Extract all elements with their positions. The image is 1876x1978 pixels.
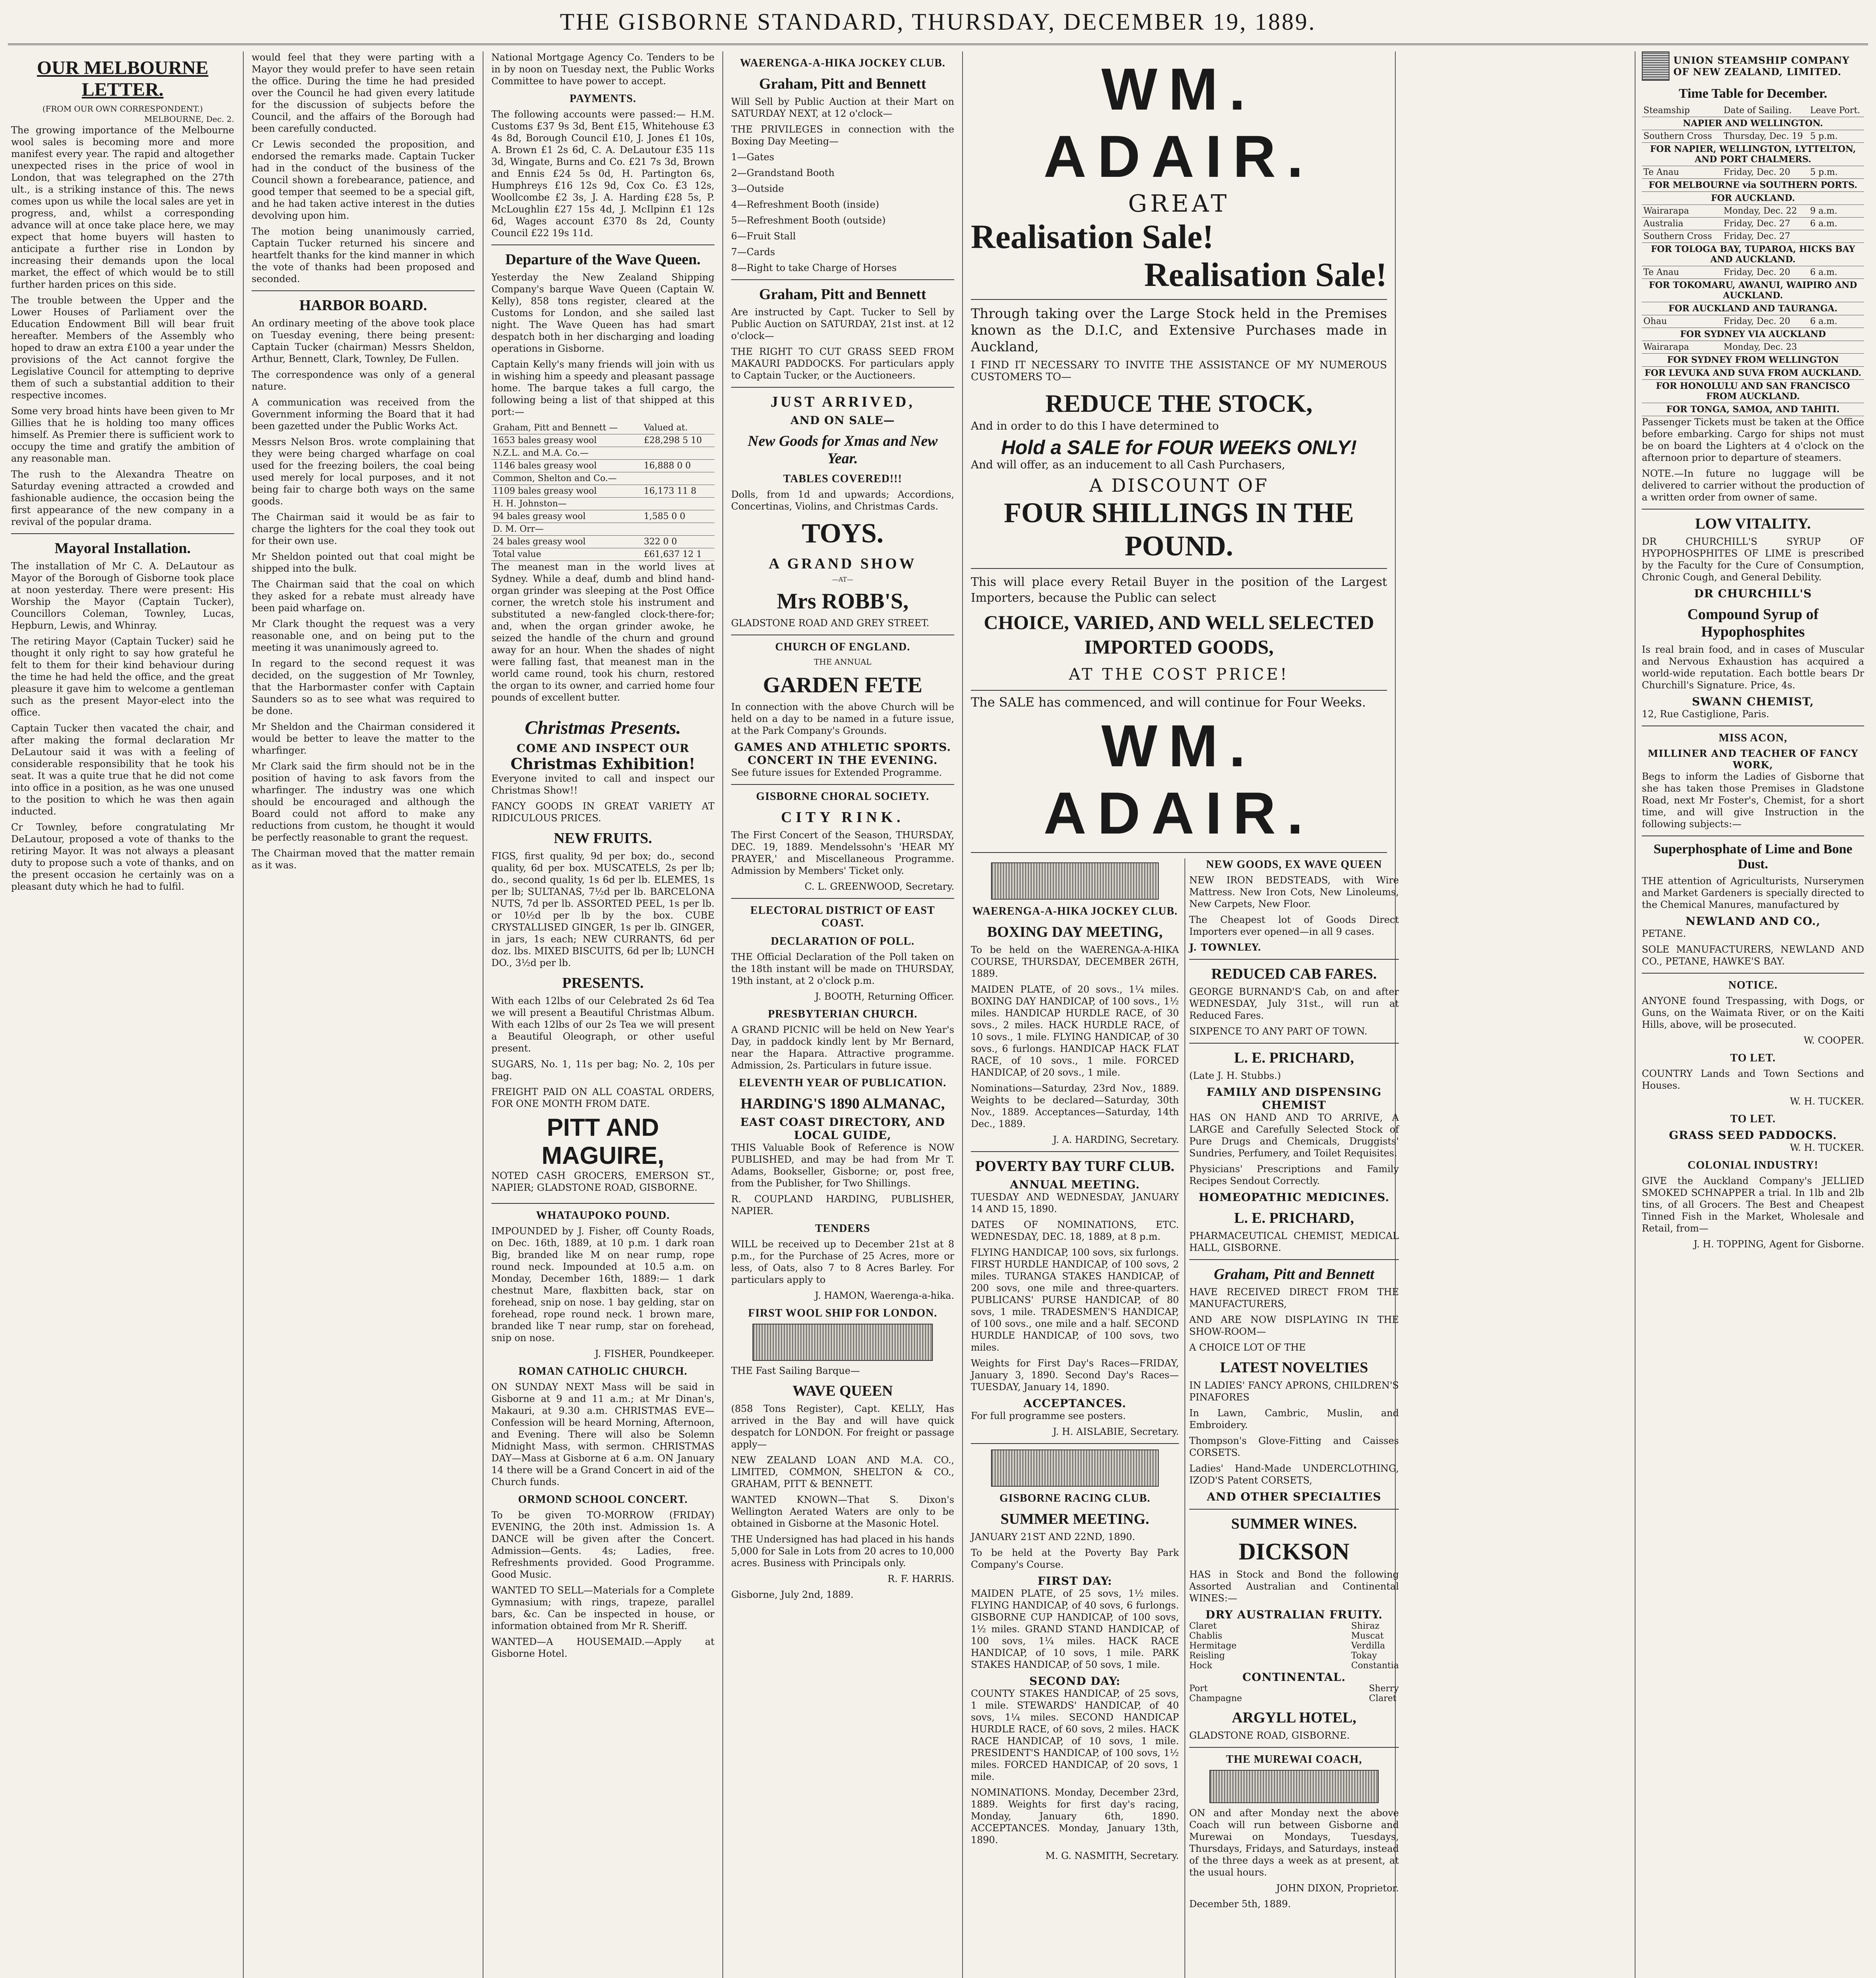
paragraph: The following accounts were passed:— H.M. Customs £37 9s 3d, Bent £15, Whitehouse £3 4s 8d, Borough Council £10, J. Jones £1 10s, A. Brown £1 2s 6d, C. A. DeLautour £35 11s 3d, Wingate, Burns and Co. £21 7s 3d, Brown and Ennis £24 5s 0d, H. Partington 6s, Humphreys £16 12s 9d, Cox Co. £3 12s, Woollcombe £2 3s, J. A. Harding £28 5s, P. McLoughlin £27 15s 4d, J. McIlpinn £1 12s 6d, Wages account £370 8s 2d, County Council £22 19s 11d. (491, 109, 714, 239)
cargo-table (491, 422, 714, 561)
table-row: Steamship Date of Sailing. Leave Port. (1642, 104, 1864, 117)
dateline: MELBOURNE, Dec. 2. (144, 114, 234, 124)
section-heading: PAYMENTS. (569, 93, 637, 105)
paragraph: would feel that they were parting with a Mayor they would prefer to have seen retain the office. During the time he had presided over the Council he had given every latitude for the discussion of subjects before the Council, and the affairs of the Borough had been carefully conducted. (252, 52, 475, 134)
paragraph: Mr Clark thought the request was a very reasonable one, and on being put to the meeting it was unanimously agreed to. (252, 618, 475, 653)
paragraph: The growing importance of the Melbourne wool sales is becoming more and more manifest every year. The rapid and altogether unexpected rises in the price of wool in London, that was telegraphed on the 27th ult., is a striking instance of this. The news comes upon us while the local sales are yet in progress, and, whilst a corresponding advance will at once take place here, we may expect that home buyers will hasten to anticipate a further rise in London by increasing their demands upon the local market, the effect of which would be to still further harden prices on this side. (11, 125, 234, 290)
coach-woodcut-icon (1209, 1770, 1379, 1803)
table-row: Ohau Friday, Dec. 20 6 a.m. (1642, 315, 1864, 328)
table-row: Wairarapa Monday, Dec. 23 (1642, 341, 1864, 354)
column-rule (962, 51, 963, 1978)
paragraph: IMPOUNDED by J. Fisher, off County Roads, on Dec. 16th, 1889, at 10 p.m. 1 dark roan Big, branded like M on near rump, rope round neck. Impounded at 10.5 a.m. on Monday, December 16th, 1889:— 1 dark chestnut Mare, flaxbitten back, star on forehead, snip on nose. 1 bay gelding, star on forehead, rope round neck. 1 brown mare, branded like T near rump, star on forehead, snip on nose. (491, 1226, 714, 1343)
table-row: Graham, Pitt and Bennett — Valued at. (491, 422, 714, 434)
paragraph: The trouble between the Upper and the Lower Houses of Parliament over the Education Endowment Bill will bear fruit hereafter. Members of the Assembly who hoped to draw an extra £100 a year under the provisions of the Act cannot forgive the Legislative Council for attempting to deprive them of such a substantial addition to their respective incomes. (11, 295, 234, 401)
paragraph: To be given TO-MORROW (FRIDAY) EVENING, the 20th inst. Admission 1s. A DANCE will be given after the Concert. Admission—Gents. 4s; Ladies, free. Refreshments provided. Good Programme. Good Music. (491, 1510, 714, 1580)
paragraph: A communication was received from the Government informing the Board that it had been gazetted under the Public Works Act. (252, 397, 475, 432)
paragraph: An ordinary meeting of the above took place on Tuesday evening, there being present: Captain Tucker (chairman) Messrs Sheldon, Arthur, Bennett, Clark, Townley, De Fullen. (252, 318, 475, 364)
table-row: Total value £61,637 12 1 (491, 548, 714, 561)
table-row: N.Z.L. and M.A. Co.— (491, 447, 714, 460)
ad-heading: WM. ADAIR. (1043, 56, 1315, 189)
column-rule (722, 51, 723, 1978)
table-row: 1109 bales greasy wool 16,173 11 8 (491, 485, 714, 498)
ad-heading: PITT AND MAGUIRE, (542, 1114, 664, 1169)
ad-wm-adair: WM. ADAIR. GREAT Realisation Sale! Realisation Sale! Through taking over the Large Stock held in the Premises known as the D.I.C, and Extensive Purchases made in Auckland, I FIND IT NECESSARY TO INVITE THE ASSISTANCE OF MY NUMEROUS CUSTOMERS TO— REDUCE THE STOCK, And in order to do this I have determined to Hold a SALE for FOUR WEEKS ONLY! And will offer, as an inducement to all Cash Purchasers, A DISCOUNT OF FOUR SHILLINGS IN THE POUND. This will place every Retail Buyer in the position of the Largest Importers, because the Public can select CHOICE, VARIED, AND WELL SELECTED IMPORTED GOODS, AT THE COST PRICE! The SALE has commenced, and will continue for Four Weeks. WM. ADAIR. (971, 51, 1387, 853)
ad-christmas-presents: Christmas Presents. COME AND INSPECT OUR Christmas Exhibition! Everyone invited to call and inspect our Christmas Show!! FANCY GOODS IN GREAT VARIETY AT RIDICULOUS PRICES. NEW FRUITS. FIGS, first quality, 9d per box; do., second quality, 6d per box. MUSCATELS, 2s per lb; do., second quality, 1s 6d per lb. ELEMES, 1s per lb; SULTANAS, 7½d per lb. BARCELONA NUTS, 7d per lb. ASSORTED PEEL, 1s per lb. or 10½d per lb by the box. CUBE CRYSTALLISED GINGER, 1s per lb. GINGER, in jars, 1s each; NEW CURRANTS, 6d per doz. lbs. MIXED BISCUITS, 6d per lb; LUNCH DO., 3½d per lb. PRESENTS. With each 12lbs of our Celebrated 2s 6d Tea we will present a Beautiful Christmas Album. With each 12lbs of our 2s Tea we will present a Beautiful Oleograph, or other useful present. SUGARS, No. 1, 11s per bag; No. 2, 10s per bag. FREIGHT PAID ON ALL COASTAL ORDERS, FOR ONE MONTH FROM DATE. PITT AND MAGUIRE, NOTED CASH GROCERS, EMERSON ST., NAPIER; GLADSTONE ROAD, GISBORNE. (491, 707, 714, 1204)
table-row: Common, Shelton and Co.— (491, 472, 714, 485)
paragraph: Captain Tucker then vacated the chair, and after making the formal declaration Mr DeLautour said it was with a feeling of considerable responsibility that he took his seat. It was a quite true that he did not come into office in a position, as he was one unused to the position to which he was then again inducted. (11, 723, 234, 817)
paragraph: The motion being unanimously carried, Captain Tucker returned his sincere and heartfelt thanks for the kind manner in which the vote of thanks had been proposed and seconded. (252, 226, 475, 284)
article-heading: Departure of the Wave Queen. (505, 251, 701, 268)
section-heading: ORMOND SCHOOL CONCERT. (518, 1493, 688, 1506)
paragraph: Mr Clark said the firm should not be in the position of having to ask favors from the wharfinger. The industry was one which should be encouraged and although the Board could not afford to make any reductions from custom, he thought it would be perfectly reasonable to grant the request. (252, 761, 475, 843)
column-1 (4, 51, 241, 1978)
column-rule (1184, 858, 1185, 1978)
paragraph: Yesterday the New Zealand Shipping Company's barque Wave Queen (Captain W. Kelly), 858 tons register, cleared at the Customs for London, and she sailed last night. The Wave Queen has had smart despatch both in her discharging and loading operations in Gisborne. (491, 272, 714, 354)
paragraph: The Chairman moved that the matter remain as it was. (252, 848, 475, 871)
table-row: H. H. Johnston— (491, 498, 714, 510)
paragraph: The Chairman said it would be as fair to charge the lighters for the coal they took out for their own use. (252, 512, 475, 546)
column-5: WM. ADAIR. GREAT Realisation Sale! Realisation Sale! Through taking over the Large Stock held in the Premises known as the D.I.C, and Extensive Purchases made in Auckland, I FIND IT NECESSARY TO INVITE THE ASSISTANCE OF MY NUMEROUS CUSTOMERS TO— REDUCE THE STOCK, And in order to do this I have determined to Hold a SALE for FOUR WEEKS ONLY! And will offer, as an inducement to all Cash Purchasers, A DISCOUNT OF FOUR SHILLINGS IN THE POUND. This will place every Retail Buyer in the position of the Largest Importers, because the Public can select CHOICE, VARIED, AND WELL SELECTED IMPORTED GOODS, AT THE COST PRICE! The SALE has commenced, and will continue for Four Weeks. WM. ADAIR. WAERENGA-A-HIKA JOCKEY CLUB. BOXING DAY MEETING, To be held on the WAERENGA-A-HIKA COURSE, THURSDAY, DECEMBER 26TH, 1889. MAIDEN PLATE, of 20 sovs., 1¼ miles. BOXING DAY HANDICAP, of 100 sovs., 1½ miles. HANDICAP HURDLE RACE, of 30 sovs., 2 miles. HACK HURDLE RACE, of 10 sovs., 1 mile. FLYING HANDICAP, of 30 sovs., 6 furlongs. HANDICAP HACK FLAT RACE, of 10 sovs., 1 mile. FORCED HANDICAP, of 20 sovs., 1 mile. Nominations—Saturday, 23rd Nov., 1889. Weights to be declared—Saturday, 30th Nov., 1889. Acceptances—Saturday, 14th Dec., 1889. J. A. HARDING, Secretary. POVERTY BAY TURF CLUB. ANNUAL MEETING. TUESDAY AND WEDNESDAY, JANUARY 14 AND 15, 1890. DATES OF NOMINATIONS, ETC. WEDNESDAY, DEC. 18, 1889, at 8 p.m. FLYING HANDICAP, 100 sovs, six furlongs. FIRST HURDLE HANDICAP, of 100 sovs, 2 miles. TURANGA STAKES HANDICAP, of 200 sovs, one mile and three-quarters. PUBLICANS' PURSE HANDICAP, of 80 sovs, 1 mile. TRADESMEN'S HANDICAP, of 100 sovs., one mile and a half. SECOND HURDLE HANDICAP, of 100 sovs, two miles. Weights for First Day's Races—FRIDAY, January 3, 1890. Second Day's Races—TUESDAY, January 14, 1890. ACCEPTANCES. For full programme see posters. J. H. AISLABIE, Secretary. GISBORNE RACING CLUB. SUMMER MEETING. JANUARY 21ST AND 22ND, 1890. To be held at the Poverty Bay Park Company's Course. FIRST DAY: MAIDEN PLATE, of 25 sovs, 1½ miles. FLYING HANDICAP, of 40 sovs, 6 furlongs. GISBORNE CUP HANDICAP, of 100 sovs, 1½ miles. GRAND STAND HANDICAP, of 100 sovs, 1¼ miles. HACK RACE HANDICAP, of 10 sovs, 1 mile. PARK STAKES HANDICAP, of 50 sovs, 1 mile. SECOND DAY: COUNTY STAKES HANDICAP, of 25 sovs, 1 mile. STEWARDS' HANDICAP, of 40 sovs, 1¼ miles. SECOND HANDICAP HURDLE RACE, of 60 sovs, 2 miles. HACK RACE HANDICAP, of 10 sovs, 1 mile. PRESIDENT'S HANDICAP, of 100 sovs, 1½ miles. FORCED HANDICAP, of 20 sovs, 1 mile. NOMINATIONS. Monday, December 23rd, 1889. Weights for first day's racing, Monday, January 6th, 1890. ACCEPTANCES. Monday, January 13th, 1890. M. G. NASMITH, Secretary. NEW GOODS, EX WAVE QUEEN NEW IRON BEDSTEADS, with Wire Mattress. New Iron Cots, New Linoleums, New Carpets, New Floor. The Cheapest lot of Goods Direct Importers ever opened—in all 9 cases. J. TOWNLEY. REDUCED CAB FARES. GEORGE BURNAND'S Cab, on and after WEDNESDAY, July 31st., will run at Reduced Fares. SIXPENCE TO ANY PART OF TOWN. L. E. PRICHARD, (Late J. H. Stubbs.) FAMILY AND DISPENSING CHEMIST HAS ON HAND AND TO ARRIVE, A LARGE and Carefully Selected Stock of Pure Drugs and Chemicals, Druggists' Sundries, Perfumery, and Toilet Requisites. Physicians' Prescriptions and Family Recipes Sendout Correctly. HOMEOPATHIC MEDICINES. L. E. PRICHARD, PHARMACEUTICAL CHEMIST, MEDICAL HALL, GISBORNE. Graham, Pitt and Bennett HAVE RECEIVED DIRECT FROM THE MANUFACTURERS, AND ARE NOW DISPLAYING IN THE SHOW-ROOM— A CHOICE LOT OF THE LATEST NOVELTIES IN LADIES' FANCY APRONS, CHILDREN'S PINAFORES In Lawn, Cambric, Muslin, and Embroidery. Thompson's Glove-Fitting and Caisses CORSETS. Ladies' Hand-Made UNDERCLOTHING, IZOD'S Patent CORSETS, AND OTHER SPECIALTIES SUMMER WINES. DICKSON HAS in Stock and Bond the following Assorted Australian and Continental WINES:— DRY AUSTRALIAN FRUITY. Claret Chablis Hermitage Reisling Hock Shiraz Muscat Verdilla Tokay Constantia CONTINENTAL. Port Champagne Sherry Claret ARGYLL HOTEL, GLADSTONE ROAD, GISBORNE. THE MUREWAI COACH, ON and after Monday next the above Coach will run between Gisborne and Murewai on Mondays, Tuesdays, Thursdays, Fridays, and Saturdays, instead of the three days a week as at present, at the usual hours. JOHN DIXON, Proprietor. December 5th, 1889. (964, 51, 1394, 1978)
table-row: 24 bales greasy wool 322 0 0 (491, 536, 714, 548)
racehorse-woodcut-icon (991, 1449, 1159, 1487)
column-7: UNION STEAMSHIP COMPANY OF NEW ZEALAND, LIMITED. Time Table for December. Steamship Date of Sailing. Leave Port. NAPIER AND WELLINGTON. Southern Cross Thursday, Dec. 19 5 p.m. FOR NAPIER, WELLINGTON, LYTTELTON, AND PORT CHALMERS. Te Anau Friday, Dec. 20 5 p.m. FOR MELBOURNE via SOUTHERN PORTS. FOR AUCKLAND. Wairarapa Monday, Dec. 22 9 a.m. Australia Friday, Dec. 27 6 a.m. Southern Cross Friday, Dec. 27 FOR TOLOGA BAY, TUPAROA, HICKS BAY AND AUCKLAND. Te Anau Friday, Dec. 20 6 a.m. FOR TOKOMARU, AWANUI, WAIPIRO AND AUCKLAND. FOR AUCKLAND AND TAURANGA. Ohau Friday, Dec. 20 6 a.m. FOR SYDNEY VIA AUCKLAND Wairarapa Monday, Dec. 23 FOR SYDNEY FROM WELLINGTON FOR LEVUKA AND SUVA FROM AUCKLAND. FOR HONOLULU AND SAN FRANCISCO FROM AUCKLAND. FOR TONGA, SAMOA, AND TAHITI. Passenger Tickets must be taken at the Office before embarking. Cargo for ships not must be on board the Lighters at 4 o'clock on the afternoon prior to departure of steamers. NOTE.—In future no luggage will be delivered to carrier without the production of a written order from owner of same. LOW VITALITY. DR CHURCHILL'S SYRUP OF HYPOPHOSPHITES OF LIME is prescribed by the Faculty for the Cure of Consumption, Chronic Cough, and General Debility. DR CHURCHILL'S Compound Syrup of Hypophosphites Is real brain food, and in cases of Muscular and Nervous Exhaustion has acquired a world-wide reputation. Each bottle bears Dr Churchill's Signature. Price, 4s. SWANN CHEMIST, 12, Rue Castiglione, Paris. MISS ACON, MILLINER AND TEACHER OF FANCY WORK, Begs to inform the Ladies of Gisborne that she has taken those Premises in Gladstone Road, next Mr Foster's, Chemist, for a short time, and will give Instruction in the following subjects:— Superphosphate of Lime and Bone Dust. THE attention of Agriculturists, Nurserymen and Market Gardeners is specially directed to the Chemical Manures, manufactured by NEWLAND AND CO., PETANE. SOLE MANUFACTURERS, NEWLAND AND CO., PETANE, HAWKE'S BAY. NOTICE. ANYONE found Trespassing, with Dogs, or Guns, on the Waimata River, or on the Kaiti Hills, above, will be prosecuted. W. COOPER. TO LET. COUNTRY Lands and Town Sections and Houses. W. H. TUCKER. TO LET. GRASS SEED PADDOCKS. W. H. TUCKER. COLONIAL INDUSTRY! GIVE the Auckland Company's JELLIED SMOKED SCHNAPPER a trial. In 1lb and 2lb tins, of all Grocers. The Best and Cheapest Tinned Fish in the Market, Wholesale and Retail, from— J. H. TOPPING, Agent for Gisborne. (1397, 51, 1871, 1978)
paragraph: National Mortgage Agency Co. Tenders to be in by noon on Tuesday next, the Public Works Committee to have power to accept. (491, 52, 714, 87)
section-heading: WHATAUPOKO POUND. (536, 1209, 670, 1222)
ship-woodcut-icon (752, 1324, 932, 1361)
article-heading: OUR MELBOURNE LETTER. (37, 57, 208, 100)
paragraph: Mr Sheldon pointed out that coal might be shipped into the bulk. (252, 551, 475, 574)
paragraph: Some very broad hints have been given to Mr Gillies that he is holding too many offices himself. As Premier there is sufficient work to occupy the time and gratify the ambition of any reasonable man. (11, 405, 234, 464)
masthead-rule (8, 44, 1868, 45)
wine-list: Claret Chablis Hermitage Reisling Hock Shiraz Muscat Verdilla Tokay Constantia (1189, 1621, 1399, 1671)
table-row: Australia Friday, Dec. 27 6 a.m. (1642, 218, 1864, 230)
divider (491, 244, 714, 245)
column-3: National Mortgage Agency Co. Tenders to be in by noon on Tuesday next, the Public Works Committee to have power to accept. PAYMENTS. The following accounts were passed:— H.M. Customs £37 9s 3d, Bent £15, Whitehouse £3 4s 8d, Borough Council £10, J. Jones £1 10s, A. Brown £1 2s 6d, C. A. DeLautour £35 11s 3d, Wingate, Burns and Co. £21 7s 3d, Brown and Ennis £24 5s 0d, H. Partington 6s, Humphreys £16 12s 9d, Cox Co. £3 12s, Woollcombe £2 3s, J. A. Harding £28 5s, P. McLoughlin £27 15s 4d, J. McIlpinn £1 12s 6d, Wages account £370 8s 2d, County Council £22 19s 11d. Departure of the Wave Queen. Yesterday the New Zealand Shipping Company's barque Wave Queen (Captain W. Kelly), 858 tons register, cleared at the Customs for London, and she sailed last night. The Wave Queen has had smart despatch both in her discharging and loading operations in Gisborne. Captain Kelly's many friends will join with us in wishing him a speedy and pleasant passage home. The barque takes a full cargo, the following being a list of that shipped at this port:— Graham, Pitt and Bennett — Valued at. 1653 bales greasy wool £28,298 5 10 N.Z.L. and M.A. Co.— 1146 bales greasy wool 16,888 0 0 Common, Shelton and Co.— 1109 bales greasy wool 16,173 11 8 H. H. Johnston— 94 bales greasy wool 1,585 0 0 D. M. Orr— 24 bales greasy wool 322 0 0 Total value £61,637 12 1 The meanest man in the world lives at Sydney. While a deaf, dumb and blind hand-organ grinder was sleeping at the Post Office corner, the wretch stole his instrument and substituted a new-fangled clock-there-for; and, when the organ grinder awoke, he seized the handle of the churn and ground away for an hour. When the shades of night were falling fast, that meanest man in the world came round, took his churn, restored the organ to its owner, and carried home four pounds of excellent butter. Christmas Presents. COME AND INSPECT OUR Christmas Exhibition! Everyone invited to call and inspect our Christmas Show!! FANCY GOODS IN GREAT VARIETY AT RIDICULOUS PRICES. NEW FRUITS. FIGS, first quality, 9d per box; do., second quality, 6d per box. MUSCATELS, 2s per lb; do., second quality, 1s 6d per lb. ELEMES, 1s per lb; SULTANAS, 7½d per lb. BARCELONA NUTS, 7d per lb. ASSORTED PEEL, 1s per lb. or 10½d per lb by the box. CUBE CRYSTALLISED GINGER, 1s per lb. GINGER, in jars, 1s each; NEW CURRANTS, 6d per doz. lbs. MIXED BISCUITS, 6d per lb; LUNCH DO., 3½d per lb. PRESENTS. With each 12lbs of our Celebrated 2s 6d Tea we will present a Beautiful Christmas Album. With each 12lbs of our 2s Tea we will present a Beautiful Oleograph, or other useful present. SUGARS, No. 1, 11s per bag; No. 2, 10s per bag. FREIGHT PAID ON ALL COASTAL ORDERS, FOR ONE MONTH FROM DATE. PITT AND MAGUIRE, NOTED CASH GROCERS, EMERSON ST., NAPIER; GLADSTONE ROAD, GISBORNE. WHATAUPOKO POUND. IMPOUNDED by J. Fisher, off County Roads, on Dec. 16th, 1889, at 10 p.m. 1 dark roan Big, branded like M on near rump, rope round neck. Impounded at 10.5 a.m. on Monday, December 16th, 1889:— 1 dark chestnut Mare, flaxbitten back, star on forehead, snip on nose. 1 bay gelding, star on forehead, rope round neck. 1 brown mare, branded like T near rump, star on forehead, snip on nose. J. FISHER, Poundkeeper. ROMAN CATHOLIC CHURCH. ON SUNDAY NEXT Mass will be said in Gisborne at 9 and 11 a.m.; at Mr Dinan's, Makauri, at 9.30 a.m. CHRISTMAS EVE—Confession will be heard Morning, Afternoon, and Evening. There will also be Solemn Midnight Mass, with sermon. CHRISTMAS DAY—Mass at Gisborne at 6 a.m. ON January 14 there will be a Grand Concert in aid of the Church funds. ORMOND SCHOOL CONCERT. To be given TO-MORROW (FRIDAY) EVENING, the 20th inst. Admission 1s. A DANCE will be given after the Concert. Admission—Gents. 4s; Ladies, free. Refreshments provided. Good Programme. Good Music. WANTED TO SELL—Materials for a Complete Gymnasium; with rings, trapeze, parallel bars, &c. Can be inspected in house, or information obtained from Mr R. Sheriff. WANTED—A HOUSEMAID.—Apply at Gisborne Hotel. (491, 52, 714, 1659)
section-heading: WAERENGA-A-HIKA JOCKEY CLUB. (740, 57, 946, 69)
column-2 (244, 51, 482, 1978)
table-row: 1653 bales greasy wool £28,298 5 10 (491, 434, 714, 447)
paragraph: The Chairman said that the coal on which they asked for a rebate must already have been paid wharfage on. (252, 579, 475, 614)
racehorse-woodcut-icon (991, 862, 1159, 900)
paragraph: Captain Kelly's many friends will join with us in wishing him a speedy and pleasant passage home. The barque takes a full cargo, the following being a list of that shipped at this port:— (491, 359, 714, 417)
paragraph: The installation of Mr C. A. DeLautour as Mayor of the Borough of Gisborne took place at noon yesterday. There were present: His Worship the Mayor (Captain Tucker), Councillors Coleman, Townley, Lucas, Hepburn, Lewis, and Whinray. (11, 561, 234, 631)
table-row: 1146 bales greasy wool 16,888 0 0 (491, 460, 714, 472)
paragraph: The meanest man in the world lives at Sydney. While a deaf, dumb and blind hand-organ grinder was sleeping at the Post Office corner, the wretch stole his instrument and substituted a new-fangled clock-there-for; and, when the organ grinder awoke, he seized the handle of the churn and ground away for an hour. When the shades of night were falling fast, that meanest man in the world came round, took his churn, restored the organ to its owner, and carried home four pounds of excellent butter. (491, 561, 714, 703)
paragraph: Messrs Nelson Bros. wrote complaining that they were being charged wharfage on coal used for the freezing boilers, the coal being used merely for local purposes, and it not being fair to charge both ways on the same goods. (252, 436, 475, 507)
ad-heading: WM. ADAIR. (1043, 712, 1315, 846)
table-row: Te Anau Friday, Dec. 20 5 p.m. (1642, 166, 1864, 179)
paragraph: In regard to the second request it was decided, on the suggestion of Mr Townley, that the Harbormaster confer with Captain Saunders so as to see what was required to be done. (252, 658, 475, 716)
divider (11, 533, 234, 534)
paragraph: The rush to the Alexandra Theatre on Saturday evening attracted a crowded and fashionable audience, the occasion being the first appearance of the new company in a revival of the popular drama. (11, 469, 234, 527)
paragraph: Mr Sheldon and the Chairman considered it would be better to leave the matter to the wharfinger. (252, 721, 475, 756)
article-heading: Mayoral Installation. (54, 540, 191, 557)
section-heading: ROMAN CATHOLIC CHURCH. (518, 1365, 688, 1377)
paragraph: Cr Lewis seconded the proposition, and endorsed the remarks made. Captain Tucker had in the conduct of the business of the Council shown a forebearance, patience, and good temper that seemed to be a special gift, and he had taken active interest in the duties devolving upon him. (252, 139, 475, 221)
paragraph: ON SUNDAY NEXT Mass will be said in Gisborne at 9 and 11 a.m.; at Mr Dinan's, Makauri, at 9.30 a.m. CHRISTMAS EVE—Confession will be heard Morning, Afternoon, and Evening. There will also be Solemn Midnight Mass, with sermon. CHRISTMAS DAY—Mass at Gisborne at 6 a.m. ON January 14 there will be a Grand Concert in aid of the Church funds. (491, 1381, 714, 1487)
divider (252, 290, 475, 291)
wine-list: Port Champagne Sherry Claret (1189, 1684, 1399, 1703)
table-row: Southern Cross Friday, Dec. 27 (1642, 230, 1864, 243)
paragraph: The retiring Mayor (Captain Tucker) said he thought it only right to say how grateful he felt to them for their kind behaviour during the time he had held the office, and the great pleasure it gave him to welcome a gentleman such as the present Mayor-elect into the office. (11, 636, 234, 718)
usco-header: UNION STEAMSHIP COMPANY OF NEW ZEALAND, LIMITED. (1642, 51, 1864, 81)
table-row: Southern Cross Thursday, Dec. 19 5 p.m. (1642, 130, 1864, 143)
paragraph: The correspondence was only of a general nature. (252, 369, 475, 392)
paragraph: WANTED TO SELL—Materials for a Complete Gymnasium; with rings, trapeze, parallel bars, &c. Can be inspected in house, or information obtained from Mr R. Sheriff. (491, 1585, 714, 1631)
column-4: WAERENGA-A-HIKA JOCKEY CLUB. Graham, Pitt and Bennett Will Sell by Public Auction at their Mart on SATURDAY NEXT, at 12 o'clock— THE PRIVILEGES in connection with the Boxing Day Meeting— 1—Gates 2—Grandstand Booth 3—Outside 4—Refreshment Booth (inside) 5—Refreshment Booth (outside) 6—Fruit Stall 7—Cards 8—Right to take Charge of Horses Graham, Pitt and Bennett Are instructed by Capt. Tucker to Sell by Public Auction on SATURDAY, 21st inst. at 12 o'clock— THE RIGHT TO CUT GRASS SEED FROM MAKAURI PADDOCKS. For particulars apply to Captain Tucker, or the Auctioneers. JUST ARRIVED, AND ON SALE— New Goods for Xmas and New Year. TABLES COVERED!!! Dolls, from 1d and upwards; Accordions, Concertinas, Violins, and Christmas Cards. TOYS. A GRAND SHOW —AT— Mrs ROBB'S, GLADSTONE ROAD AND GREY STREET. CHURCH OF ENGLAND. THE ANNUAL GARDEN FETE In connection with the above Church will be held on a day to be named in a future issue, at the Park Company's Grounds. GAMES AND ATHLETIC SPORTS. CONCERT IN THE EVENING. See future issues for Extended Programme. GISBORNE CHORAL SOCIETY. CITY RINK. The First Concert of the Season, THURSDAY, DEC. 19, 1889. Mendelssohn's 'HEAR MY PRAYER,' and Miscellaneous Programme. Admission by Members' Ticket only. C. L. GREENWOOD, Secretary. ELECTORAL DISTRICT OF EAST COAST. DECLARATION OF POLL. THE Official Declaration of the Poll taken on the 18th instant will be made on THURSDAY, 19th instant, at 2 o'clock p.m. J. BOOTH, Returning Officer. PRESBYTERIAN CHURCH. A GRAND PICNIC will be held on New Year's Day, in paddock kindly lent by Mr Bernard, near the Hapara. Attractive programme. Admission, 2s. Particulars in future issue. ELEVENTH YEAR OF PUBLICATION. HARDING'S 1890 ALMANAC, EAST COAST DIRECTORY, AND LOCAL GUIDE, THIS Valuable Book of Reference is NOW PUBLISHED, and may be had from Mr T. Adams, Bookseller, Gisborne; or, post free, from the Publisher, for Two Shillings. R. COUPLAND HARDING, PUBLISHER, NAPIER. TENDERS WILL be received up to December 21st at 8 p.m., for the Purchase of 25 Acres, more or less, of Oats, also 7 to 8 Acres Barley. For particulars apply to J. HAMON, Waerenga-a-hika. FIRST WOOL SHIP FOR LONDON. THE Fast Sailing Barque— WAVE QUEEN (858 Tons Register), Capt. KELLY, Has arrived in the Bay and will have quick despatch for LONDON. For freight or passage apply— NEW ZEALAND LOAN AND M.A. CO., LIMITED, COMMON, SHELTON & CO., GRAHAM, PITT & BENNETT. WANTED KNOWN—That S. Dixon's Wellington Aerated Waters are only to be obtained in Gisborne at the Masonic Hotel. THE Undersigned has had placed in his hands 5,000 for Sale in Lots from 20 acres to 10,000 acres. Business with Principals only. R. F. HARRIS. Gisborne, July 2nd, 1889. (731, 57, 955, 1600)
table-row: 94 bales greasy wool 1,585 0 0 (491, 510, 714, 523)
table-row: Wairarapa Monday, Dec. 22 9 a.m. (1642, 205, 1864, 218)
paragraph: WANTED—A HOUSEMAID.—Apply at Gisborne Hotel. (491, 1636, 714, 1659)
article-heading: HARBOR BOARD. (299, 297, 427, 314)
masthead-title: THE GISBORNE STANDARD, THURSDAY, DECEMBER 19, 1889. (560, 9, 1316, 35)
column-rule (243, 51, 244, 1978)
ad-heading: Christmas Presents. (525, 717, 681, 738)
table-row: D. M. Orr— (491, 523, 714, 536)
timetable-table: Steamship Date of Sailing. Leave Port. NAPIER AND WELLINGTON. Southern Cross Thursday, Dec. 19 5 p.m. FOR NAPIER, WELLINGTON, LYTTELTON, AND PORT CHALMERS. Te Anau Friday, Dec. 20 5 p.m. FOR MELBOURNE via SOUTHERN PORTS. FOR AUCKLAND. Wairarapa Monday, Dec. 22 9 a.m. Australia Friday, Dec. 27 6 a.m. Southern Cross Friday, Dec. 27 FOR TOLOGA BAY, TUPAROA, HICKS BAY AND AUCKLAND. Te Anau Friday, Dec. 20 6 a.m. FOR TOKOMARU, AWANUI, WAIPIRO AND AUCKLAND. FOR AUCKLAND AND TAURANGA. Ohau Friday, Dec. 20 6 a.m. FOR SYDNEY VIA AUCKLAND Wairarapa Monday, Dec. 23 FOR SYDNEY FROM WELLINGTON FOR LEVUKA AND SUVA FROM AUCKLAND. FOR HONOLULU AND SAN FRANCISCO FROM AUCKLAND. FOR TONGA, SAMOA, AND TAHITI. (1642, 104, 1864, 416)
byline: (FROM OUR OWN CORRESPONDENT.) (42, 104, 203, 114)
table-row: Te Anau Friday, Dec. 20 6 a.m. (1642, 266, 1864, 279)
paragraph: Cr Townley, before congratulating Mr DeLautour, proposed a vote of thanks to the retiring Mayor. It was not always a pleasant duty to propose such a vote of thanks, and on the present occasion he certainly was on a pleasant duty which he had to fulfil. (11, 822, 234, 892)
steamship-icon (1642, 51, 1669, 81)
